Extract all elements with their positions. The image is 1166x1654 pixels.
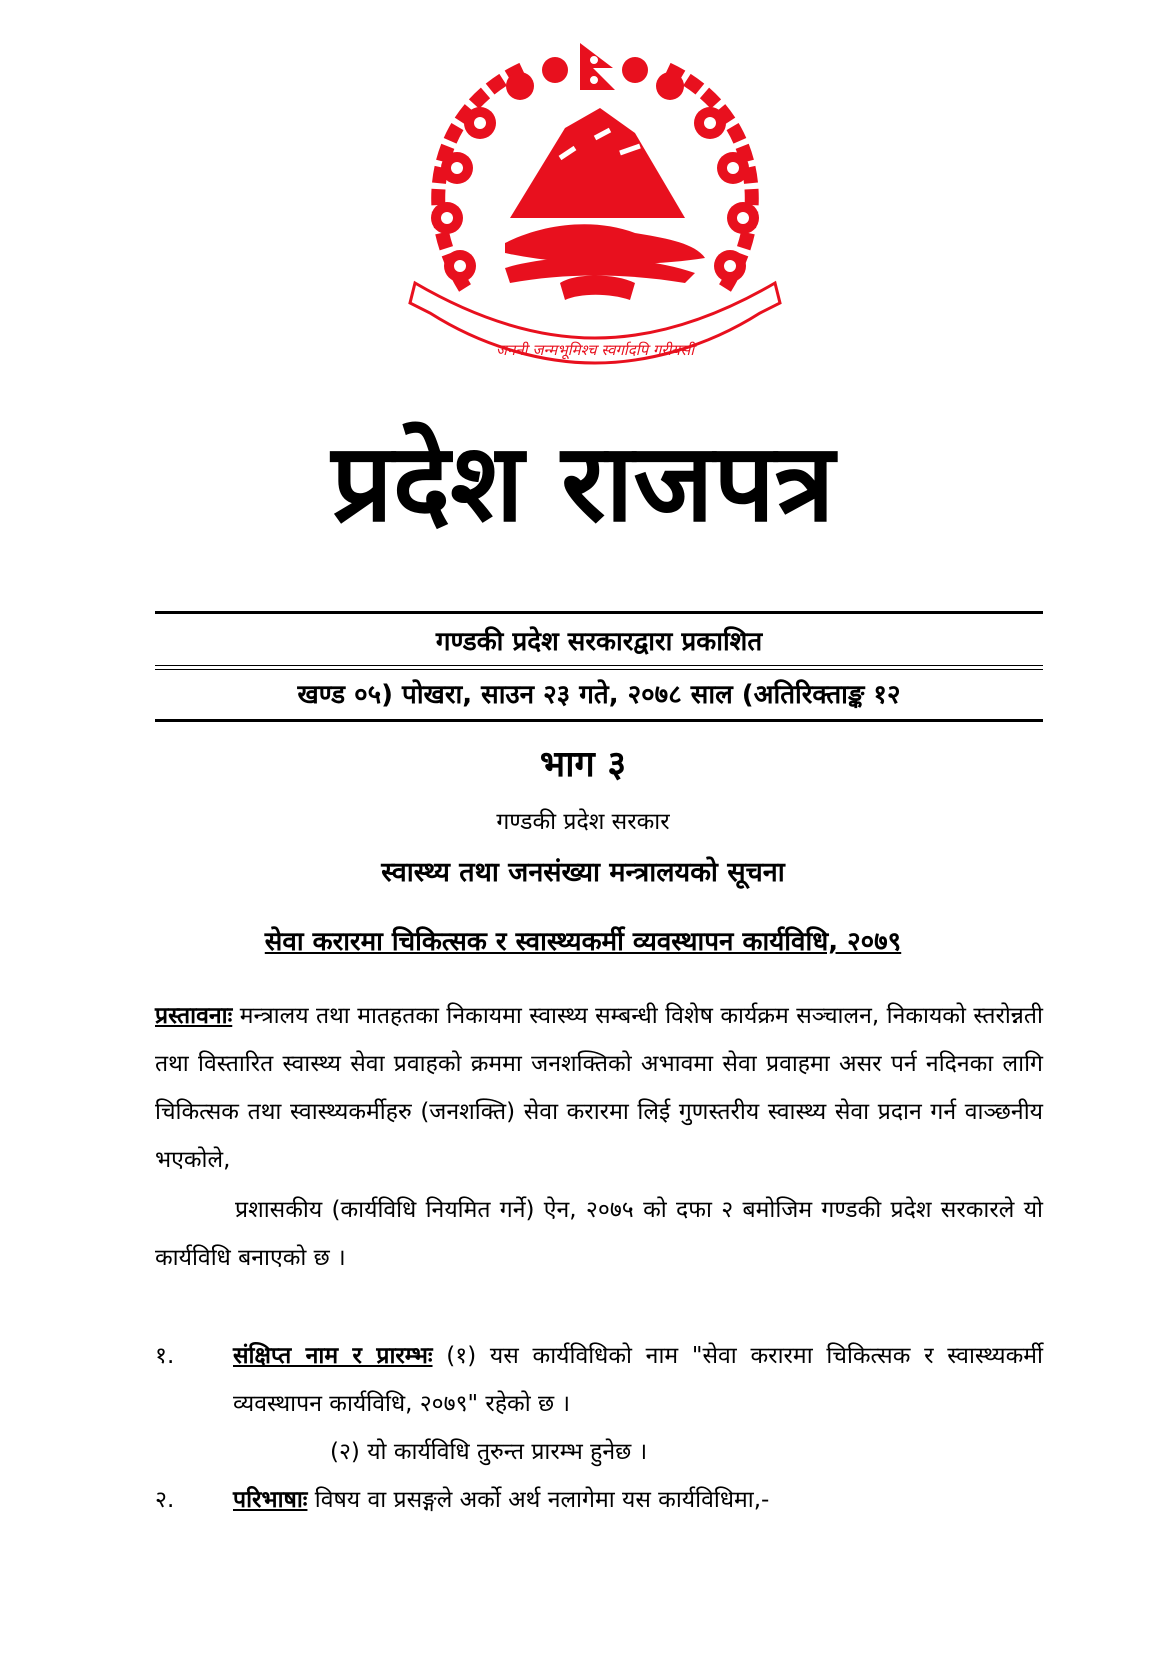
part-heading: भाग ३ [539,744,627,785]
section-number: १. [155,1343,175,1369]
section-body [233,1476,1043,1524]
ministry-notice: स्वास्थ्य तथा जनसंख्या मन्त्रालयको सूचना [381,857,785,888]
section-number: २. [155,1487,175,1513]
emblem-motto: जननी जन्मभूमिश्च स्वर्गादपि गरीयसी [495,341,695,359]
section-text: (१) यस कार्यविधिको नाम "सेवा करारमा चिकित्सक र स्वास्थ्यकर्मी व्यवस्थापन कार्यविधि, २०७९" रहेको छ । [233,1343,1043,1417]
rule-top [155,611,1043,614]
issue-line: खण्ड ०५) पोखरा, साउन २३ गते, २०७८ साल (अतिरिक्ताङ्क १२ [297,680,901,710]
gazette-masthead: प्रदेश राजपत्र [331,421,835,546]
rule-double-1 [155,665,1043,666]
procedure-title [0,922,1166,958]
section-heading: संक्षिप्त नाम र प्रारम्भः [233,1343,433,1369]
rule-double-2 [155,669,1043,670]
procedure-title-text: सेवा करारमा चिकित्सक र स्वास्थ्यकर्मी व्यवस्थापन कार्यविधि, २०७९ [264,927,902,957]
rule-bottom [155,719,1043,722]
enactment-paragraph: प्रशासकीय (कार्यविधि नियमित गर्ने) ऐन, २०७५ को दफा २ बमोजिम गण्डकी प्रदेश सरकारले यो कार्यविधि बनाएको छ । [155,1197,1043,1271]
section-text: विषय वा प्रसङ्गले अर्को अर्थ नलागेमा यस कार्यविधिमा,- [307,1487,770,1513]
section-body [233,1332,1043,1428]
section-1-sub-2: (२) यो कार्यविधि तुरुन्त प्रारम्भ हुनेछ । [330,1439,648,1465]
preamble-paragraph [155,992,1043,1184]
preamble-text: मन्त्रालय तथा मातहतका निकायमा स्वास्थ्य सम्बन्धी विशेष कार्यक्रम सञ्चालन, निकायको स्तरोन्नती तथा विस्तारित स्वास्थ्य सेवा प्रवाहको क्रममा जनशक्तिको अभावमा सेवा प्रवाहमा असर पर्न नदिनका लागि चिकित्सक तथा स्वास्थ्यकर्मीहरु (जनशक्ति) सेवा करारमा लिई गुणस्तरीय स्वास्थ्य सेवा प्रदान गर्न वाञ्छनीय भएकोले, [155,1003,1043,1173]
nepal-emblem-icon [395,38,795,398]
preamble-label: प्रस्तावनाः [155,1003,233,1029]
government-name: गण्डकी प्रदेश सरकार [496,809,670,835]
publisher-line: गण्डकी प्रदेश सरकारद्वारा प्रकाशित [435,627,763,657]
section-heading: परिभाषाः [233,1487,308,1513]
